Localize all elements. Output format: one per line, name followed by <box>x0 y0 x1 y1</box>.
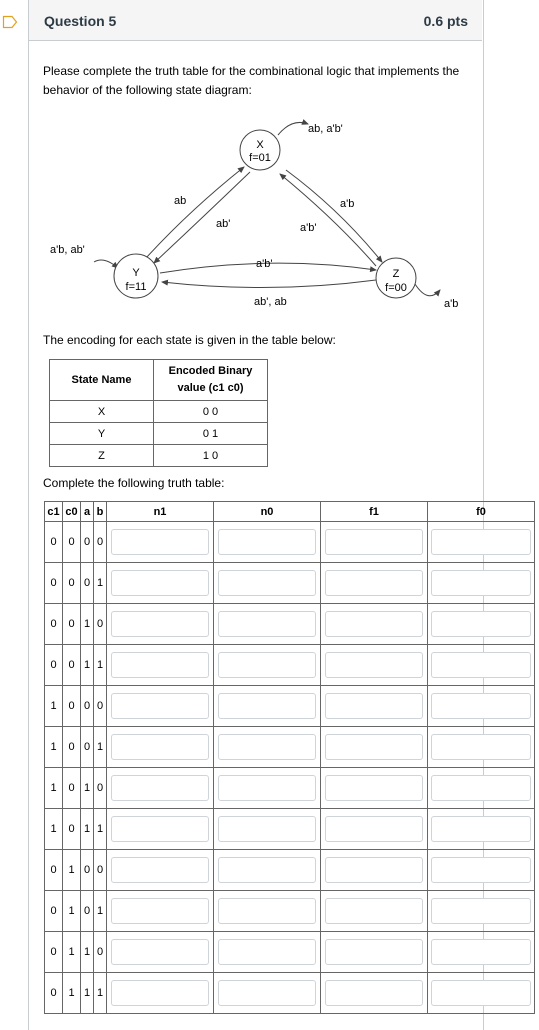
answer-input-n0[interactable] <box>218 611 316 637</box>
cell-a: 1 <box>81 809 94 850</box>
answer-input-f0[interactable] <box>431 734 531 760</box>
encoding-row <box>50 401 268 423</box>
answer-input-f1[interactable] <box>325 898 423 924</box>
truth-table-intro: Complete the following truth table: <box>43 476 225 490</box>
cell-b: 0 <box>94 686 107 727</box>
encoding-header-row <box>50 360 268 401</box>
cell-c1: 1 <box>45 768 63 809</box>
state-x-name: X <box>256 139 264 151</box>
label-x-to-z: a'b <box>340 198 355 210</box>
state-diagram <box>40 110 480 315</box>
answer-input-f1[interactable] <box>325 652 423 678</box>
truth-table-row <box>45 973 535 1014</box>
answer-input-n1[interactable] <box>111 857 209 883</box>
question-points: 0.6 pts <box>423 13 468 29</box>
cell-c0: 0 <box>63 645 81 686</box>
answer-input-f1[interactable] <box>325 570 423 596</box>
cell-n0 <box>214 809 321 850</box>
answer-input-n0[interactable] <box>218 734 316 760</box>
edge-z-to-y <box>162 280 376 288</box>
cell-f1 <box>321 563 428 604</box>
cell-f1 <box>321 809 428 850</box>
cell-b: 1 <box>94 645 107 686</box>
cell-n0 <box>214 932 321 973</box>
cell-n0 <box>214 768 321 809</box>
cell-f1 <box>321 850 428 891</box>
cell-c0: 1 <box>63 973 81 1014</box>
cell-a: 0 <box>81 850 94 891</box>
answer-input-f0[interactable] <box>431 693 531 719</box>
cell-n1 <box>107 727 214 768</box>
cell-f0 <box>428 563 535 604</box>
cell-b: 1 <box>94 891 107 932</box>
cell-f0 <box>428 686 535 727</box>
answer-input-n1[interactable] <box>111 529 209 555</box>
truth-table-row <box>45 686 535 727</box>
cell-c1: 1 <box>45 686 63 727</box>
cell-b: 0 <box>94 768 107 809</box>
cell-c0: 0 <box>63 809 81 850</box>
answer-input-f0[interactable] <box>431 980 531 1006</box>
truth-table <box>44 501 535 1014</box>
cell-c1: 0 <box>45 522 63 563</box>
answer-input-f0[interactable] <box>431 611 531 637</box>
edge-x-self <box>278 122 308 135</box>
cell-c0: 0 <box>63 727 81 768</box>
answer-input-f0[interactable] <box>431 570 531 596</box>
edge-y-to-x <box>146 167 244 258</box>
encoding-row <box>50 445 268 467</box>
answer-input-n0[interactable] <box>218 980 316 1006</box>
truth-table-row <box>45 891 535 932</box>
header-c1: c1 <box>45 502 63 522</box>
cell-f1 <box>321 891 428 932</box>
cell-n1 <box>107 768 214 809</box>
answer-input-f0[interactable] <box>431 857 531 883</box>
cell-c1: 0 <box>45 563 63 604</box>
cell-b: 1 <box>94 563 107 604</box>
cell-f1 <box>321 645 428 686</box>
answer-input-n1[interactable] <box>111 570 209 596</box>
cell-n0 <box>214 973 321 1014</box>
cell-f0 <box>428 645 535 686</box>
answer-input-f1[interactable] <box>325 857 423 883</box>
cell-n0 <box>214 850 321 891</box>
cell-c0: 0 <box>63 563 81 604</box>
answer-input-n1[interactable] <box>111 611 209 637</box>
state-y-name: Y <box>132 267 140 279</box>
label-z-self: a'b <box>444 298 459 310</box>
header-n1: n1 <box>107 502 214 522</box>
cell-n0 <box>214 727 321 768</box>
cell-b: 1 <box>94 727 107 768</box>
state-z-output: f=00 <box>385 282 407 294</box>
encoding-state: Y <box>50 423 154 445</box>
cell-a: 0 <box>81 891 94 932</box>
cell-c1: 0 <box>45 604 63 645</box>
cell-a: 1 <box>81 645 94 686</box>
label-x-to-y: ab' <box>216 218 231 230</box>
edge-z-self <box>415 284 440 296</box>
answer-input-n0[interactable] <box>218 529 316 555</box>
cell-n0 <box>214 522 321 563</box>
answer-input-f1[interactable] <box>325 980 423 1006</box>
truth-table-row <box>45 809 535 850</box>
answer-input-n0[interactable] <box>218 775 316 801</box>
answer-input-f1[interactable] <box>325 734 423 760</box>
cell-f0 <box>428 727 535 768</box>
header-n0: n0 <box>214 502 321 522</box>
flag-question-icon[interactable] <box>2 14 18 30</box>
encoding-row <box>50 423 268 445</box>
cell-f0 <box>428 809 535 850</box>
answer-input-n1[interactable] <box>111 980 209 1006</box>
encoding-state: Z <box>50 445 154 467</box>
cell-n1 <box>107 932 214 973</box>
truth-table-row <box>45 522 535 563</box>
answer-input-f1[interactable] <box>325 529 423 555</box>
cell-n1 <box>107 645 214 686</box>
label-y-to-x: ab <box>174 195 187 207</box>
cell-f0 <box>428 891 535 932</box>
cell-c1: 1 <box>45 727 63 768</box>
answer-input-n0[interactable] <box>218 652 316 678</box>
encoding-value: 1 0 <box>154 445 268 467</box>
answer-input-f0[interactable] <box>431 816 531 842</box>
answer-input-n0[interactable] <box>218 816 316 842</box>
answer-input-n1[interactable] <box>111 652 209 678</box>
truth-table-body <box>45 522 535 1014</box>
cell-c1: 0 <box>45 891 63 932</box>
cell-c1: 0 <box>45 973 63 1014</box>
cell-c0: 0 <box>63 768 81 809</box>
cell-n1 <box>107 850 214 891</box>
cell-f0 <box>428 604 535 645</box>
truth-table-header-row <box>45 502 535 522</box>
cell-c1: 0 <box>45 645 63 686</box>
encoding-value: 0 0 <box>154 401 268 423</box>
answer-input-f1[interactable] <box>325 775 423 801</box>
cell-f1 <box>321 727 428 768</box>
edge-z-to-x <box>280 174 376 266</box>
cell-f1 <box>321 973 428 1014</box>
cell-b: 0 <box>94 850 107 891</box>
cell-c0: 0 <box>63 686 81 727</box>
question-title: Question 5 <box>44 13 117 29</box>
answer-input-f1[interactable] <box>325 816 423 842</box>
cell-n1 <box>107 604 214 645</box>
state-x-output: f=01 <box>249 152 271 164</box>
edge-x-to-y <box>154 172 250 263</box>
answer-input-n0[interactable] <box>218 693 316 719</box>
cell-n0 <box>214 645 321 686</box>
answer-input-n0[interactable] <box>218 898 316 924</box>
truth-table-row <box>45 563 535 604</box>
cell-n1 <box>107 973 214 1014</box>
cell-a: 1 <box>81 973 94 1014</box>
answer-input-n1[interactable] <box>111 775 209 801</box>
header-b: b <box>94 502 107 522</box>
cell-n1 <box>107 563 214 604</box>
truth-table-row <box>45 768 535 809</box>
label-z-to-y: ab', ab <box>254 296 287 308</box>
cell-f1 <box>321 932 428 973</box>
answer-input-n1[interactable] <box>111 693 209 719</box>
answer-input-f1[interactable] <box>325 693 423 719</box>
cell-c1: 1 <box>45 809 63 850</box>
answer-input-f0[interactable] <box>431 939 531 965</box>
cell-a: 1 <box>81 768 94 809</box>
cell-f1 <box>321 768 428 809</box>
answer-input-n1[interactable] <box>111 939 209 965</box>
label-z-to-x: a'b' <box>300 222 317 234</box>
answer-input-n0[interactable] <box>218 570 316 596</box>
truth-table-row <box>45 727 535 768</box>
answer-input-n0[interactable] <box>218 857 316 883</box>
cell-c0: 0 <box>63 604 81 645</box>
state-z-name: Z <box>392 268 400 280</box>
label-y-to-z: a'b' <box>256 258 273 270</box>
header-a: a <box>81 502 94 522</box>
cell-b: 1 <box>94 809 107 850</box>
truth-table-row <box>45 645 535 686</box>
header-c0: c0 <box>63 502 81 522</box>
cell-b: 0 <box>94 522 107 563</box>
cell-f1 <box>321 522 428 563</box>
answer-input-f1[interactable] <box>325 939 423 965</box>
cell-b: 0 <box>94 932 107 973</box>
cell-f0 <box>428 768 535 809</box>
cell-b: 0 <box>94 604 107 645</box>
cell-n0 <box>214 604 321 645</box>
cell-c1: 0 <box>45 850 63 891</box>
answer-input-f0[interactable] <box>431 898 531 924</box>
answer-input-n1[interactable] <box>111 898 209 924</box>
truth-table-row <box>45 932 535 973</box>
header-f0: f0 <box>428 502 535 522</box>
cell-f0 <box>428 850 535 891</box>
answer-input-n1[interactable] <box>111 734 209 760</box>
encoding-value: 0 1 <box>154 423 268 445</box>
cell-n1 <box>107 809 214 850</box>
cell-a: 0 <box>81 522 94 563</box>
answer-input-n0[interactable] <box>218 939 316 965</box>
answer-input-n1[interactable] <box>111 816 209 842</box>
cell-c0: 1 <box>63 891 81 932</box>
label-x-self: ab, a'b' <box>308 123 343 135</box>
edge-x-to-z <box>286 170 382 262</box>
label-y-self: a'b, ab' <box>50 244 85 256</box>
answer-input-f0[interactable] <box>431 775 531 801</box>
encoding-header-state: State Name <box>50 360 154 401</box>
cell-f0 <box>428 973 535 1014</box>
cell-f1 <box>321 604 428 645</box>
cell-c0: 0 <box>63 522 81 563</box>
cell-n1 <box>107 522 214 563</box>
question-header <box>29 0 482 41</box>
encoding-intro: The encoding for each state is given in the table below: <box>43 333 336 347</box>
cell-f0 <box>428 522 535 563</box>
cell-c1: 0 <box>45 932 63 973</box>
cell-a: 0 <box>81 686 94 727</box>
header-f1: f1 <box>321 502 428 522</box>
cell-f1 <box>321 686 428 727</box>
state-y-output: f=11 <box>125 281 147 293</box>
encoding-state: X <box>50 401 154 423</box>
encoding-header-value: Encoded Binary value (c1 c0) <box>154 360 268 401</box>
cell-a: 0 <box>81 563 94 604</box>
encoding-table <box>49 359 268 467</box>
answer-input-f0[interactable] <box>431 652 531 678</box>
edge-y-self <box>94 260 118 268</box>
cell-a: 1 <box>81 932 94 973</box>
truth-table-row <box>45 850 535 891</box>
question-prompt: Please complete the truth table for the combinational logic that implements the behavior of the following state diagram: <box>43 64 460 97</box>
answer-input-f1[interactable] <box>325 611 423 637</box>
cell-n0 <box>214 686 321 727</box>
answer-input-f0[interactable] <box>431 529 531 555</box>
cell-c0: 1 <box>63 850 81 891</box>
cell-f0 <box>428 932 535 973</box>
cell-n1 <box>107 891 214 932</box>
truth-table-row <box>45 604 535 645</box>
cell-a: 1 <box>81 604 94 645</box>
cell-n0 <box>214 563 321 604</box>
cell-n1 <box>107 686 214 727</box>
cell-n0 <box>214 891 321 932</box>
cell-a: 0 <box>81 727 94 768</box>
cell-b: 1 <box>94 973 107 1014</box>
cell-c0: 1 <box>63 932 81 973</box>
